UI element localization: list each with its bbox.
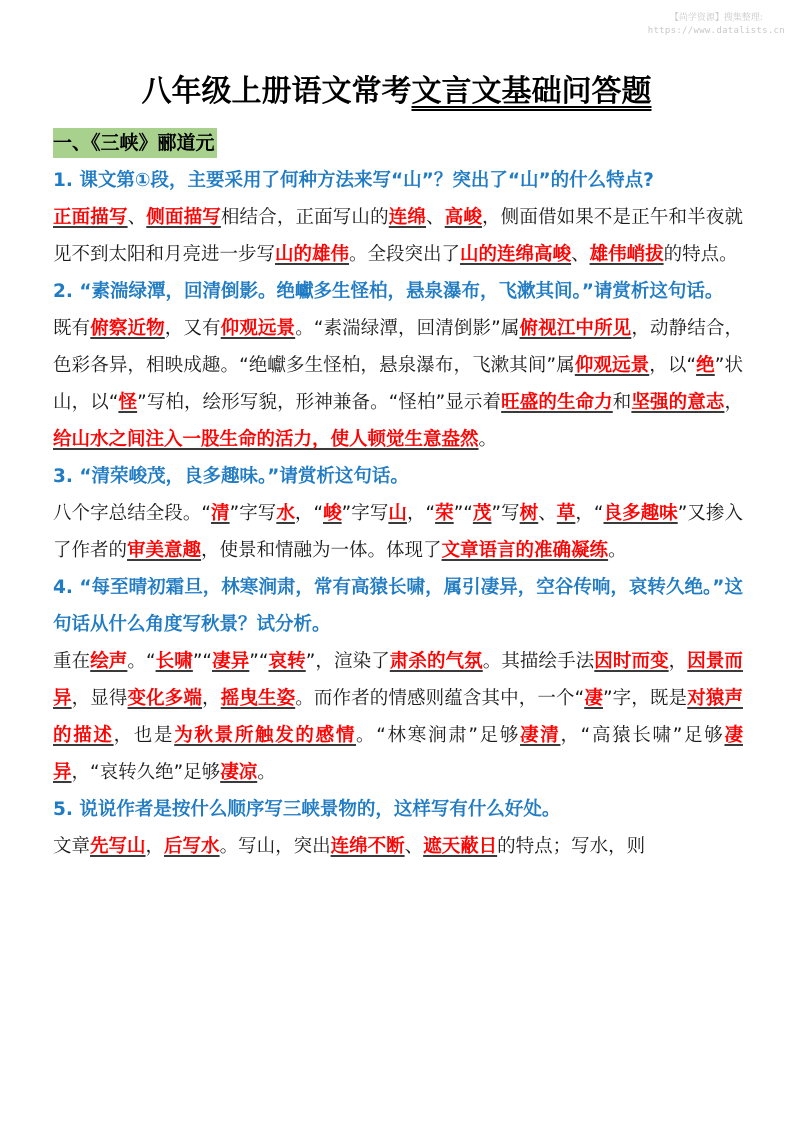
- answer-run: ，以“: [649, 355, 697, 376]
- answer-keyword: 仰观远景: [220, 318, 296, 339]
- answer-keyword: 山的雄伟: [275, 244, 350, 265]
- watermark: [648, 12, 785, 38]
- answer-run: 。“素湍绿潭，回清倒影”属: [295, 318, 520, 339]
- section-heading: 一、《三峡》郦道元: [53, 128, 217, 158]
- answer-run: ”字写: [229, 503, 277, 524]
- answer-run: 。“: [127, 651, 156, 672]
- question-text: 1. 课文第①段，主要采用了何种方法来写“山”？突出了“山”的什么特点?: [53, 170, 654, 191]
- watermark-url: https://www.datalists.cn: [647, 26, 785, 36]
- answer-keyword: 凄: [584, 688, 603, 709]
- answer-text: [53, 828, 743, 865]
- watermark-source: 【尚学资源】搜集整理:: [669, 13, 763, 23]
- answer-run: ，使景和情融为一体。体现了: [201, 540, 442, 561]
- answer-keyword: 遮天蔽日: [423, 836, 498, 857]
- answer-text: [53, 643, 743, 791]
- answer-keyword: 审美意趣: [127, 540, 202, 561]
- page-title-plain: 八年级上册语文常考: [141, 74, 412, 109]
- answer-run: ，: [202, 688, 221, 709]
- answer-run: 、: [404, 836, 424, 857]
- answer-run: ”“: [192, 651, 213, 672]
- answer-run: ”字写: [341, 503, 389, 524]
- answer-keyword: 因时而变: [594, 651, 669, 672]
- answer-run: ，“哀转久绝”足够: [71, 762, 221, 783]
- qa-item-3: [53, 458, 743, 569]
- question-text: 5. 说说作者是按什么顺序写三峡景物的，这样写有什么好处。: [53, 799, 561, 820]
- question-text: 4. “每至晴初霜旦，林寒涧肃，常有高猿长啸，属引凄异，空谷传响，哀转久绝。”这句话从什么角度写秋景？试分析。: [53, 577, 743, 635]
- answer-keyword: 仰观远景: [574, 355, 650, 376]
- answer-run: ，动静结合，色彩各异，相映成趣。“绝巘多生怪柏，悬泉瀑布，飞漱其间”属: [53, 318, 743, 376]
- answer-run: ”“: [249, 651, 269, 672]
- answer-keyword: 树: [519, 503, 539, 524]
- answer-keyword: 俯察近物: [90, 318, 165, 339]
- answer-run: ，: [668, 651, 688, 672]
- answer-run: 。“林寒涧肃”足够: [356, 725, 521, 746]
- answer-keyword: 变化多端: [127, 688, 203, 709]
- answer-keyword: 峻: [323, 503, 342, 524]
- answer-keyword: 文章语言的准确凝练: [441, 540, 609, 561]
- question-text: 3. “清荣峻茂，良多趣味。”请赏析这句话。: [53, 466, 409, 487]
- answer-keyword: 旺盛的生命力: [501, 392, 613, 413]
- answer-keyword: 绘声: [90, 651, 128, 672]
- answer-run: ，又有: [164, 318, 221, 339]
- question-text: 2. “素湍绿潭，回清倒影。绝巘多生怪柏，悬泉瀑布，飞漱其间。”请赏析这句话。: [53, 281, 724, 302]
- answer-run: 。其描绘手法: [482, 651, 595, 672]
- answer-keyword: 连绵不断: [330, 836, 405, 857]
- answer-keyword: 凄异: [212, 651, 250, 672]
- answer-keyword: 山的连绵高峻: [460, 244, 572, 265]
- answer-run: ”写: [491, 503, 520, 524]
- answer-keyword: 哀转: [268, 651, 306, 672]
- answer-keyword: 给山水之间注入一股生命的活力，使人顿觉生意盎然: [53, 429, 479, 450]
- answer-keyword: 摇曳生姿: [220, 688, 296, 709]
- answer-run: 、: [571, 244, 590, 265]
- page-title-underlined: 文言文基础问答题: [411, 74, 652, 109]
- answer-run: 的特点；写水，则: [497, 836, 646, 857]
- answer-keyword: 侧面描写: [146, 207, 221, 228]
- answer-run: 文章: [53, 836, 91, 857]
- answer-keyword: 正面描写: [53, 207, 128, 228]
- answer-run: 、: [127, 207, 147, 228]
- answer-keyword: 良多趣味: [603, 503, 678, 524]
- answer-run: 的特点。: [663, 244, 738, 265]
- answer-run: 。而作者的情感则蕴含其中，一个“: [295, 688, 585, 709]
- qa-item-5: [53, 791, 743, 865]
- qa-item-4: [53, 569, 743, 791]
- answer-run: 和: [612, 392, 632, 413]
- answer-run: 、: [426, 207, 445, 228]
- answer-run: 。: [608, 540, 627, 561]
- answer-run: 。写山，突出: [219, 836, 331, 857]
- answer-keyword: 凄异: [53, 725, 743, 783]
- answer-run: ，显得: [71, 688, 128, 709]
- answer-keyword: 绝: [696, 355, 715, 376]
- answer-run: ”写柏，绘形写貌，形神兼备。“怪柏”显示着: [137, 392, 502, 413]
- answer-run: 。: [257, 762, 276, 783]
- answer-run: 。全段突出了: [349, 244, 461, 265]
- answer-keyword: 长啸: [155, 651, 193, 672]
- answer-run: ，也是: [113, 725, 175, 746]
- qa-item-1: [53, 162, 743, 273]
- answer-keyword: 连绵: [388, 207, 427, 228]
- answer-run: 相结合，正面写山的: [220, 207, 389, 228]
- qa-list: [53, 162, 743, 865]
- answer-keyword: 因景而异: [53, 651, 743, 709]
- answer-text: [53, 199, 743, 273]
- answer-run: ，: [145, 836, 165, 857]
- answer-keyword: 后写水: [164, 836, 220, 857]
- answer-keyword: 茂: [472, 503, 492, 524]
- answer-keyword: 肃杀的气氛: [389, 651, 483, 672]
- answer-text: [53, 310, 743, 458]
- answer-run: ，“: [406, 503, 436, 524]
- answer-run: 既有: [53, 318, 91, 339]
- answer-keyword: 为秋景所触发的感情: [174, 725, 357, 746]
- answer-run: 。: [478, 429, 498, 450]
- answer-run: ”状山，以“: [53, 355, 743, 413]
- page-title: [0, 68, 793, 116]
- answer-keyword: 水: [276, 503, 295, 524]
- answer-text: [53, 495, 743, 569]
- answer-run: ”“: [453, 503, 473, 524]
- answer-keyword: 怪: [118, 392, 138, 413]
- answer-keyword: 草: [556, 503, 576, 524]
- answer-keyword: 荣: [435, 503, 454, 524]
- answer-run: ，侧面借如果不是正午和半夜就见不到太阳和月亮进一步写: [53, 207, 743, 265]
- answer-keyword: 凄清: [520, 725, 561, 746]
- answer-run: ”又掺入了作者的: [53, 503, 743, 561]
- answer-run: ，“高猿长啸”足够: [560, 725, 725, 746]
- answer-run: ”字，既是: [602, 688, 688, 709]
- answer-keyword: 对猿声的描述: [53, 688, 743, 746]
- answer-run: 、: [538, 503, 557, 524]
- answer-run: 八个字总结全段。“: [53, 503, 211, 524]
- answer-keyword: 坚强的意志: [631, 392, 725, 413]
- answer-run: ，: [724, 392, 743, 413]
- answer-keyword: 凄凉: [220, 762, 258, 783]
- answer-keyword: 清: [210, 503, 230, 524]
- answer-keyword: 山: [388, 503, 407, 524]
- answer-keyword: 高峻: [444, 207, 483, 228]
- answer-run: ，“: [294, 503, 324, 524]
- answer-keyword: 雄伟峭拔: [589, 244, 664, 265]
- answer-run: ，“: [575, 503, 604, 524]
- qa-item-2: [53, 273, 743, 458]
- document-body: [53, 128, 743, 865]
- answer-keyword: 先写山: [90, 836, 146, 857]
- answer-run: ”，渲染了: [305, 651, 390, 672]
- answer-run: 重在: [53, 651, 91, 672]
- answer-keyword: 俯视江中所见: [519, 318, 632, 339]
